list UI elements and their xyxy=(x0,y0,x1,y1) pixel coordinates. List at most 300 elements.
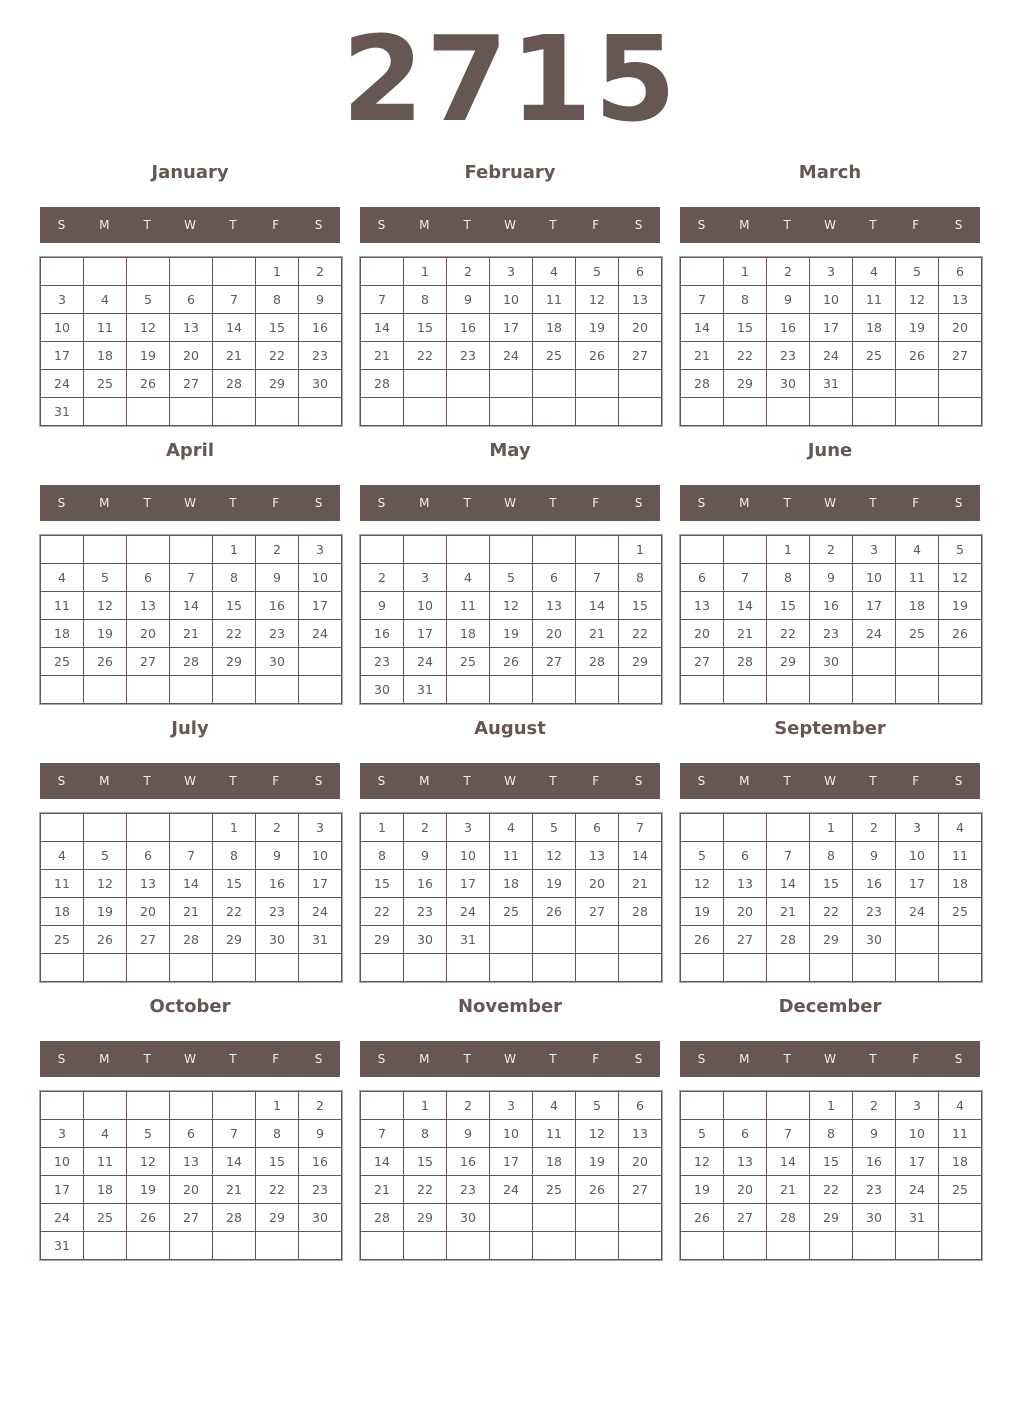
day-cell xyxy=(170,814,213,842)
day-cell: 26 xyxy=(681,1204,724,1232)
day-cell: 12 xyxy=(681,870,724,898)
day-cell: 10 xyxy=(896,1120,939,1148)
week-row xyxy=(361,620,662,648)
day-cell: 13 xyxy=(619,286,662,314)
day-cell: 10 xyxy=(896,842,939,870)
day-cell xyxy=(533,398,576,426)
day-cell: 9 xyxy=(853,1120,896,1148)
day-cell: 9 xyxy=(447,1120,490,1148)
day-cell: 14 xyxy=(213,314,256,342)
day-cell: 3 xyxy=(447,814,490,842)
day-cell: 28 xyxy=(681,370,724,398)
week-row xyxy=(361,258,662,286)
day-cell xyxy=(213,954,256,982)
day-cell: 26 xyxy=(576,1176,619,1204)
week-row xyxy=(41,370,342,398)
day-cell: 5 xyxy=(84,842,127,870)
month-title: March xyxy=(798,162,862,183)
day-cell: 13 xyxy=(170,314,213,342)
week-row xyxy=(41,898,342,926)
day-cell xyxy=(576,676,619,704)
day-cell: 21 xyxy=(576,620,619,648)
day-cell xyxy=(810,954,853,982)
day-cell: 6 xyxy=(170,1120,213,1148)
day-cell: 18 xyxy=(41,898,84,926)
day-cell: 7 xyxy=(170,842,213,870)
day-cell: 1 xyxy=(213,536,256,564)
week-row xyxy=(41,926,342,954)
day-cell: 21 xyxy=(681,342,724,370)
day-cell: 11 xyxy=(490,842,533,870)
day-cell: 26 xyxy=(127,370,170,398)
day-cell: 28 xyxy=(361,1204,404,1232)
weekday-header xyxy=(40,763,340,799)
day-cell xyxy=(256,1232,299,1260)
weekday-label: W xyxy=(504,496,516,510)
day-cell: 1 xyxy=(256,258,299,286)
weekday-label: S xyxy=(697,774,706,788)
day-cell xyxy=(490,954,533,982)
day-cell xyxy=(939,648,982,676)
day-cell xyxy=(853,648,896,676)
weekday-label: T xyxy=(143,1052,151,1066)
day-cell xyxy=(853,1232,896,1260)
day-cell: 11 xyxy=(41,592,84,620)
day-cell: 6 xyxy=(127,564,170,592)
day-cell xyxy=(896,1232,939,1260)
weekday-label: F xyxy=(912,496,920,510)
weekday-label: M xyxy=(99,1052,110,1066)
day-cell: 5 xyxy=(533,814,576,842)
month-title: August xyxy=(474,718,546,739)
day-cell: 12 xyxy=(490,592,533,620)
day-cell: 8 xyxy=(213,564,256,592)
day-cell xyxy=(447,398,490,426)
day-cell: 29 xyxy=(810,1204,853,1232)
week-row xyxy=(361,564,662,592)
day-cell: 25 xyxy=(939,1176,982,1204)
day-cell: 1 xyxy=(619,536,662,564)
month-title: October xyxy=(149,996,231,1017)
day-cell: 29 xyxy=(213,648,256,676)
weekday-label: T xyxy=(869,774,877,788)
day-cell: 5 xyxy=(127,1120,170,1148)
week-row xyxy=(361,926,662,954)
day-cell: 8 xyxy=(361,842,404,870)
day-cell xyxy=(681,1092,724,1120)
day-cell: 12 xyxy=(939,564,982,592)
day-grid xyxy=(680,257,982,426)
week-row xyxy=(681,564,982,592)
week-row xyxy=(361,648,662,676)
weekday-label: T xyxy=(783,1052,791,1066)
week-row xyxy=(681,676,982,704)
weekday-label: S xyxy=(377,774,386,788)
weekday-label: T xyxy=(143,496,151,510)
day-cell xyxy=(619,370,662,398)
day-cell xyxy=(84,398,127,426)
day-cell: 27 xyxy=(127,926,170,954)
day-cell: 20 xyxy=(724,1176,767,1204)
day-cell: 25 xyxy=(853,342,896,370)
day-cell: 11 xyxy=(533,286,576,314)
day-cell xyxy=(447,676,490,704)
day-cell: 12 xyxy=(127,1148,170,1176)
day-cell: 5 xyxy=(490,564,533,592)
day-grid xyxy=(40,1091,342,1260)
day-cell: 30 xyxy=(767,370,810,398)
day-cell: 11 xyxy=(533,1120,576,1148)
day-cell: 19 xyxy=(127,342,170,370)
day-cell: 30 xyxy=(853,1204,896,1232)
day-cell: 3 xyxy=(299,814,342,842)
weekday-label: S xyxy=(634,774,643,788)
day-cell: 28 xyxy=(767,926,810,954)
day-cell xyxy=(299,1232,342,1260)
day-cell xyxy=(767,1092,810,1120)
day-cell xyxy=(939,1204,982,1232)
week-row xyxy=(41,592,342,620)
day-cell: 15 xyxy=(810,1148,853,1176)
day-cell: 5 xyxy=(681,1120,724,1148)
day-cell xyxy=(810,676,853,704)
day-cell: 6 xyxy=(127,842,170,870)
day-cell: 1 xyxy=(213,814,256,842)
weekday-label: W xyxy=(184,218,196,232)
day-cell xyxy=(404,398,447,426)
weekday-label: S xyxy=(57,496,66,510)
day-cell: 11 xyxy=(84,1148,127,1176)
day-cell: 16 xyxy=(299,314,342,342)
day-cell: 3 xyxy=(41,286,84,314)
month-title: December xyxy=(778,996,882,1017)
day-cell xyxy=(299,954,342,982)
day-cell: 1 xyxy=(724,258,767,286)
day-cell: 29 xyxy=(404,1204,447,1232)
weekday-label: S xyxy=(314,496,323,510)
day-cell: 11 xyxy=(84,314,127,342)
month-title: June xyxy=(807,440,853,461)
weekday-label: W xyxy=(824,218,836,232)
day-cell xyxy=(533,954,576,982)
weekday-label: T xyxy=(229,218,237,232)
day-cell xyxy=(213,1092,256,1120)
day-cell: 7 xyxy=(361,286,404,314)
day-cell: 12 xyxy=(84,870,127,898)
day-cell: 4 xyxy=(533,258,576,286)
weekday-label: T xyxy=(549,1052,557,1066)
day-cell: 24 xyxy=(853,620,896,648)
day-cell: 10 xyxy=(490,286,533,314)
day-cell: 19 xyxy=(490,620,533,648)
day-grid xyxy=(40,813,342,982)
week-row xyxy=(41,1204,342,1232)
weekday-label: M xyxy=(739,496,750,510)
day-cell: 16 xyxy=(810,592,853,620)
day-cell xyxy=(213,398,256,426)
day-cell: 30 xyxy=(299,1204,342,1232)
month-title: September xyxy=(774,718,886,739)
day-cell: 3 xyxy=(810,258,853,286)
day-cell: 16 xyxy=(256,870,299,898)
day-cell: 18 xyxy=(490,870,533,898)
day-cell: 22 xyxy=(361,898,404,926)
day-cell: 13 xyxy=(939,286,982,314)
day-cell: 16 xyxy=(447,314,490,342)
day-cell xyxy=(619,398,662,426)
week-row xyxy=(361,370,662,398)
day-cell: 27 xyxy=(127,648,170,676)
day-cell: 16 xyxy=(299,1148,342,1176)
day-cell: 22 xyxy=(404,342,447,370)
day-cell xyxy=(619,1204,662,1232)
day-cell: 2 xyxy=(447,258,490,286)
weekday-label: T xyxy=(143,774,151,788)
day-cell xyxy=(853,398,896,426)
day-cell xyxy=(170,676,213,704)
weekday-label: S xyxy=(57,218,66,232)
day-cell: 9 xyxy=(299,286,342,314)
weekday-label: S xyxy=(314,774,323,788)
day-cell: 15 xyxy=(767,592,810,620)
day-cell: 30 xyxy=(256,648,299,676)
week-row xyxy=(681,1120,982,1148)
day-cell: 20 xyxy=(127,898,170,926)
day-cell: 18 xyxy=(533,1148,576,1176)
day-cell: 30 xyxy=(853,926,896,954)
day-cell xyxy=(724,676,767,704)
day-cell xyxy=(724,1232,767,1260)
week-row xyxy=(41,314,342,342)
day-cell: 10 xyxy=(41,1148,84,1176)
day-cell: 30 xyxy=(299,370,342,398)
week-row xyxy=(361,342,662,370)
day-cell: 20 xyxy=(170,1176,213,1204)
day-cell: 28 xyxy=(619,898,662,926)
day-cell: 20 xyxy=(127,620,170,648)
day-cell xyxy=(213,258,256,286)
day-cell: 16 xyxy=(853,1148,896,1176)
day-cell xyxy=(681,1232,724,1260)
day-cell xyxy=(256,398,299,426)
day-cell: 19 xyxy=(84,898,127,926)
day-cell: 4 xyxy=(939,814,982,842)
day-cell xyxy=(127,814,170,842)
week-row xyxy=(361,870,662,898)
day-cell: 17 xyxy=(490,1148,533,1176)
day-cell: 14 xyxy=(576,592,619,620)
week-row xyxy=(361,1120,662,1148)
weekday-header xyxy=(680,1041,980,1077)
day-cell: 24 xyxy=(896,1176,939,1204)
day-cell: 14 xyxy=(170,592,213,620)
day-cell: 1 xyxy=(767,536,810,564)
weekday-label: W xyxy=(824,1052,836,1066)
day-cell xyxy=(724,398,767,426)
week-row xyxy=(361,676,662,704)
day-cell: 25 xyxy=(490,898,533,926)
day-cell xyxy=(41,536,84,564)
day-cell: 12 xyxy=(533,842,576,870)
day-cell xyxy=(576,954,619,982)
day-cell xyxy=(447,370,490,398)
day-cell xyxy=(256,954,299,982)
weekday-label: F xyxy=(272,1052,280,1066)
day-cell xyxy=(939,370,982,398)
day-cell: 4 xyxy=(490,814,533,842)
day-cell: 3 xyxy=(853,536,896,564)
day-cell xyxy=(724,814,767,842)
week-row xyxy=(41,814,342,842)
week-row xyxy=(361,398,662,426)
day-cell xyxy=(724,536,767,564)
day-cell: 15 xyxy=(619,592,662,620)
day-cell: 26 xyxy=(84,648,127,676)
week-row xyxy=(681,1148,982,1176)
day-cell: 23 xyxy=(853,898,896,926)
day-cell: 9 xyxy=(256,564,299,592)
day-cell xyxy=(490,1232,533,1260)
day-cell: 11 xyxy=(896,564,939,592)
day-cell: 18 xyxy=(939,870,982,898)
day-cell: 1 xyxy=(256,1092,299,1120)
month-title: May xyxy=(489,440,531,461)
day-grid xyxy=(360,257,662,426)
day-cell: 19 xyxy=(84,620,127,648)
week-row xyxy=(41,536,342,564)
day-cell: 15 xyxy=(404,314,447,342)
week-row xyxy=(41,342,342,370)
day-cell: 23 xyxy=(810,620,853,648)
day-cell: 3 xyxy=(41,1120,84,1148)
day-cell xyxy=(533,536,576,564)
day-cell: 26 xyxy=(576,342,619,370)
day-cell: 11 xyxy=(939,1120,982,1148)
day-cell: 12 xyxy=(576,286,619,314)
week-row xyxy=(681,286,982,314)
weekday-header xyxy=(40,1041,340,1077)
day-cell: 21 xyxy=(361,342,404,370)
weekday-label: M xyxy=(739,774,750,788)
weekday-label: M xyxy=(419,496,430,510)
day-cell: 16 xyxy=(853,870,896,898)
day-cell: 10 xyxy=(404,592,447,620)
weekday-label: M xyxy=(739,218,750,232)
day-cell: 31 xyxy=(41,398,84,426)
day-cell xyxy=(724,954,767,982)
day-cell: 4 xyxy=(853,258,896,286)
day-cell: 8 xyxy=(619,564,662,592)
day-cell: 13 xyxy=(127,870,170,898)
day-cell: 11 xyxy=(41,870,84,898)
day-cell: 3 xyxy=(896,814,939,842)
day-cell: 27 xyxy=(619,1176,662,1204)
week-row xyxy=(41,648,342,676)
day-cell: 24 xyxy=(447,898,490,926)
day-cell: 19 xyxy=(576,1148,619,1176)
day-cell: 5 xyxy=(896,258,939,286)
day-cell xyxy=(724,1092,767,1120)
day-cell xyxy=(41,676,84,704)
day-cell: 26 xyxy=(127,1204,170,1232)
day-cell: 6 xyxy=(724,842,767,870)
day-cell: 15 xyxy=(404,1148,447,1176)
day-cell: 9 xyxy=(853,842,896,870)
day-cell: 2 xyxy=(447,1092,490,1120)
day-cell xyxy=(84,536,127,564)
day-cell: 22 xyxy=(810,898,853,926)
day-cell xyxy=(84,814,127,842)
day-cell: 29 xyxy=(256,1204,299,1232)
week-row xyxy=(361,1176,662,1204)
day-cell xyxy=(767,398,810,426)
week-row xyxy=(41,842,342,870)
weekday-label: F xyxy=(592,774,600,788)
day-cell: 24 xyxy=(299,620,342,648)
day-cell: 21 xyxy=(767,898,810,926)
weekday-label: S xyxy=(697,1052,706,1066)
year-title: 2715 xyxy=(341,10,679,148)
day-cell: 31 xyxy=(896,1204,939,1232)
week-row xyxy=(361,1092,662,1120)
day-cell: 2 xyxy=(361,564,404,592)
week-row xyxy=(681,898,982,926)
day-cell: 30 xyxy=(810,648,853,676)
day-cell: 25 xyxy=(939,898,982,926)
week-row xyxy=(681,1176,982,1204)
day-cell xyxy=(533,1232,576,1260)
day-cell: 13 xyxy=(533,592,576,620)
day-cell xyxy=(896,926,939,954)
day-cell xyxy=(681,814,724,842)
day-cell: 29 xyxy=(810,926,853,954)
day-cell: 17 xyxy=(41,1176,84,1204)
day-cell: 25 xyxy=(84,1204,127,1232)
day-cell xyxy=(533,1204,576,1232)
day-cell: 22 xyxy=(213,620,256,648)
day-cell: 28 xyxy=(213,370,256,398)
day-cell: 25 xyxy=(41,926,84,954)
day-cell: 19 xyxy=(939,592,982,620)
weekday-label: S xyxy=(314,218,323,232)
day-cell: 3 xyxy=(404,564,447,592)
day-cell: 10 xyxy=(490,1120,533,1148)
day-cell: 12 xyxy=(576,1120,619,1148)
day-cell: 10 xyxy=(853,564,896,592)
day-cell: 28 xyxy=(724,648,767,676)
day-cell: 30 xyxy=(447,1204,490,1232)
day-cell: 14 xyxy=(213,1148,256,1176)
weekday-label: T xyxy=(463,1052,471,1066)
day-cell: 22 xyxy=(256,1176,299,1204)
day-cell: 18 xyxy=(447,620,490,648)
week-row xyxy=(41,1092,342,1120)
day-cell xyxy=(404,370,447,398)
day-cell: 18 xyxy=(896,592,939,620)
day-cell: 4 xyxy=(84,286,127,314)
weekday-label: S xyxy=(634,496,643,510)
day-cell: 16 xyxy=(256,592,299,620)
weekday-header xyxy=(360,763,660,799)
month-title: July xyxy=(171,718,209,739)
day-cell: 14 xyxy=(170,870,213,898)
weekday-header xyxy=(680,485,980,521)
weekday-label: S xyxy=(314,1052,323,1066)
weekday-label: T xyxy=(229,774,237,788)
day-cell: 29 xyxy=(256,370,299,398)
day-cell xyxy=(41,954,84,982)
day-cell xyxy=(447,954,490,982)
